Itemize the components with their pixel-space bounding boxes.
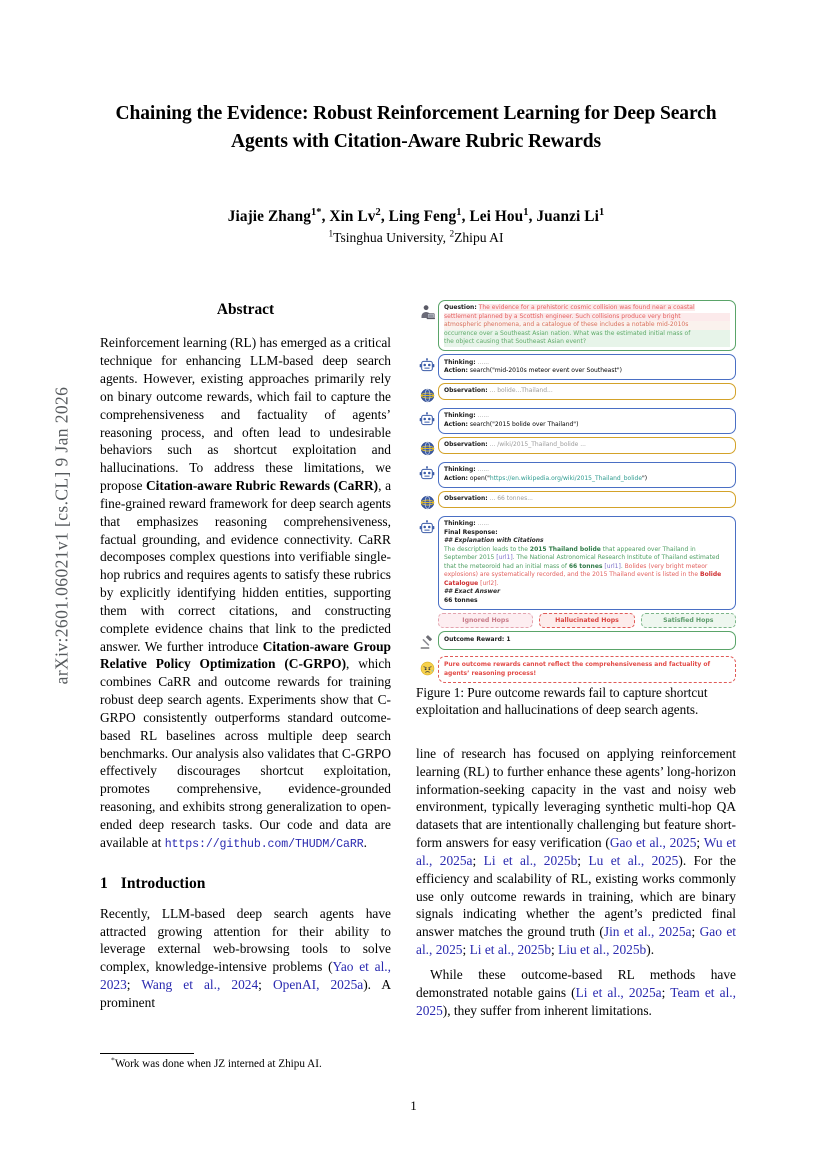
left-column (100, 300, 391, 1012)
thinking-action-bubble (438, 462, 736, 488)
action-suffix: ") (642, 474, 648, 482)
author-name: , Xin Lv (321, 207, 376, 225)
title-line-2: Agents with Citation-Aware Rubric Rewards (231, 131, 601, 153)
author-name: , Juanzi Li (528, 207, 599, 225)
affiliation-1: Tsinghua University, (333, 229, 450, 245)
citation-link[interactable]: Team et al., 2025 (416, 984, 736, 1018)
author-affil-mark: 1 (523, 206, 529, 218)
citation-link[interactable]: Yao et al., 2023 (100, 959, 391, 993)
question-text-line-2: settlement planned by a Scottish engineer. Such collisions produce very bright (444, 313, 730, 322)
citation-link[interactable]: Li et al., 2025a (575, 984, 662, 1000)
introduction-paragraph: Recently, LLM-based deep search agents have attracted growing attention for their ability to leverage external web-browsing tools to solve complex, knowledge-intensive problems (Yao et al., 2023; Wang et al., 2024; OpenAI, 2025a). A prominent (100, 905, 392, 1010)
abstract-paragraph: Reinforcement learning (RL) has emerged as a critical technique for enhancing LLM-based deep search agents. However, existing approaches primarily rely on binary outcome rewards, which fail to capture the comprehensiveness and factuality of agents’ reasoning process, and often lead to undesirable behaviors such as shortcut exploitation and hallucinations. To address these limitations, we propose Citation-aware Rubric Rewards (CaRR), a fine-grained reward framework for deep search agents that emphasizes reasoning comprehensiveness, factual grounding, and evidence connectivity. CaRR decomposes complex questions into verifiable single-hop rubrics and requires agents to satisfy these rubrics by explicitly identifying hidden entities, supporting them with correct citations, and constructing complete evidence chains that link to the predicted answer. We further introduce Citation-aware Group Relative Policy Optimization (C-GRPO), which combines CaRR and outcome rewards for training robust deep search agents. Experiments show that C-GRPO consistently outperforms standard outcome-based RL baselines across multiple deep search benchmarks. Our analysis also validates that C-GRPO effectively discourages shortcut exploitation, promotes comprehensive, evidence-grounded reasoning, and exhibits strong generalization to open-ended deep research tasks. Our code and data are available at https://github.com/THUDM/CaRR. (100, 335, 392, 851)
thinking-label: Thinking: (444, 466, 476, 474)
action-value: search("2015 bolide over Thailand") (467, 420, 579, 428)
author-affil-mark: 1* (310, 206, 322, 218)
title-block (96, 100, 736, 246)
outcome-reward-bubble: Outcome Reward: 1 (438, 631, 736, 650)
action-label: Action: (444, 420, 468, 428)
citation-url-1[interactable]: [url1] (496, 554, 513, 562)
citation-link[interactable]: Li et al., 2025b (483, 852, 578, 868)
observation-label: Observation: (444, 441, 488, 449)
action-label: Action: (444, 367, 468, 375)
title-line-1: Chaining the Evidence: Robust Reinforcement Learning for Deep Search (115, 103, 717, 124)
globe-icon (416, 437, 438, 459)
thinking-action-bubble (438, 408, 736, 434)
observation-bubble (438, 491, 736, 508)
footnote (100, 1053, 391, 1070)
figure-row-observation (416, 491, 736, 513)
abstract-term-carr: Citation-aware Rubric Rewards (CaRR) (145, 478, 379, 494)
question-bubble (438, 300, 736, 351)
author-affil-mark: 1 (456, 206, 462, 218)
page-title (96, 100, 736, 157)
citation-link[interactable]: Gao et al., 2025 (609, 835, 697, 851)
citation-link[interactable]: Wang et al., 2024 (141, 977, 259, 993)
robot-icon (416, 408, 438, 430)
code-repo-link[interactable]: https://github.com/THUDM/CaRR (164, 837, 364, 851)
citation-link[interactable]: Jin et al., 2025a (603, 924, 692, 940)
action-label: Action: (444, 474, 468, 482)
gavel-icon (416, 631, 438, 653)
section-heading-introduction: 1 Introduction (100, 875, 206, 893)
right-paragraph-1: line of research has focused on applying reinforcement learning (RL) to further enhance these agents’ long-horizon information-seeking capacity in the vast and noisy web environment, typically leveraging synthetic multi-hop QA datasets that are intentionally challenging but feature short-form answers for easy verification (Gao et al., 2025; Wu et al., 2025a; Li et al., 2025b; Lu et al., 2025). For the efficiency and scalability of RL, existing works commonly use only outcome rewards in training, which are binary signals indicating whether the agent’s predicted final answer matches the ground truth (Jin et al., 2025a; Gao et al., 2025; Li et al., 2025b; Liu et al., 2025b). (416, 746, 737, 958)
figure-caption: Figure 1: Pure outcome rewards fail to capture shortcut exploitation and hallucinations of deep search agents. (416, 685, 708, 718)
figure-row-observation (416, 437, 736, 459)
question-label: Question: (444, 304, 477, 312)
figure-row-outcome-reward (416, 631, 736, 653)
figure-row-turn (416, 354, 736, 380)
warning-line-2: agents’ reasoning process! (444, 669, 537, 677)
observation-value: ... 66 tonnes... (487, 494, 533, 502)
final-explanation-body: The description leads to the 2015 Thailand bolide that appeared over Thailand in September 2015 [url1]. The National Astronomical Research Institute of Thailand estimated that the meteoroid had an initial mass of 66 tonnes [url1]. Bolides (very bright meteor explosions) are systematically recorded, and the 2015 Thailand event is listed in the Bolide Catalogue [url2]. (444, 545, 722, 587)
citation-link[interactable]: Lu et al., 2025 (588, 852, 679, 868)
legend-hallucinated-hops: Hallucinated Hops (539, 613, 634, 628)
abstract-term-cgrpo: Citation-aware Group Relative Policy Optimization (C-GRPO) (100, 638, 391, 672)
affiliation-2: Zhipu AI (454, 229, 504, 245)
question-text-line-4: occurrence over a Southeast Asian nation. What was the estimated initial mass of (444, 330, 730, 339)
author-list (96, 208, 736, 226)
author-name: Jiajie Zhang (227, 207, 311, 225)
thinking-label: Thinking: (444, 519, 476, 527)
abstract-heading: Abstract (216, 301, 275, 318)
robot-icon (416, 462, 438, 484)
figure-row-turn (416, 408, 736, 434)
robot-icon (416, 354, 438, 376)
globe-icon (416, 491, 438, 513)
observation-value: ... /wiki/2015_Thailand_bolide ... (487, 441, 586, 449)
legend-satisfied-hops: Satisfied Hops (641, 613, 736, 628)
footnote-rule (100, 1053, 194, 1054)
observation-label: Observation: (444, 387, 488, 395)
citation-link[interactable]: Liu et al., 2025b (558, 942, 647, 958)
figure-1 (416, 300, 736, 686)
author-name: , Ling Feng (380, 207, 457, 225)
thinking-label: Thinking: (444, 412, 476, 420)
final-exact-answer: 66 tonnes (444, 596, 478, 604)
right-paragraph-2: While these outcome-based RL methods have demonstrated notable gains (Li et al., 2025a; Team et al., 2025), they suffer from inherent limitations. (416, 966, 736, 1018)
author-affil-mark: 1 (598, 206, 605, 218)
figure-row-observation (416, 383, 736, 405)
robot-icon (416, 516, 438, 538)
action-prefix: open(" (467, 474, 490, 482)
question-text-line-1: The evidence for a prehistoric cosmic collision was found near a coastal (478, 304, 695, 312)
question-text-line-3: atmospheric phenomena, and a catalogue of these includes a notable mid-2010s (444, 321, 730, 330)
citation-link[interactable]: OpenAI, 2025a (272, 977, 364, 993)
arxiv-stamp: arXiv:2601.06021v1 [cs.CL] 9 Jan 2026 (51, 386, 72, 685)
footnote-text: *Work was done when JZ interned at Zhipu AI. (111, 1055, 322, 1070)
citation-url-3[interactable]: [url2] (480, 579, 497, 587)
observation-bubble (438, 437, 736, 454)
thinking-value: ...... (475, 412, 490, 420)
thinking-label: Thinking: (444, 358, 476, 366)
action-url[interactable]: https://en.wikipedia.org/wiki/2015_Thailand_bolide (489, 474, 643, 482)
user-icon (416, 300, 438, 322)
thinking-value: ...... (475, 519, 490, 527)
author-name: , Lei Hou (461, 207, 524, 225)
thinking-value: ...... (475, 466, 490, 474)
author-affil-mark: 2 (375, 206, 381, 218)
figure-row-final-response (416, 516, 736, 610)
warning-bubble (438, 656, 736, 683)
citation-link[interactable]: Gao et al., 2025 (416, 924, 736, 958)
page-number: 1 (410, 1098, 417, 1113)
citation-link[interactable]: Wu et al., 2025a (416, 835, 737, 868)
globe-icon (416, 383, 438, 405)
figure-legend (438, 613, 736, 628)
final-heading-exact-answer: ## Exact Answer (444, 588, 501, 596)
action-value: search("mid-2010s meteor event over Southeast") (467, 367, 622, 375)
final-heading-explanation: ## Explanation with Citations (444, 537, 544, 545)
thinking-action-bubble (438, 354, 736, 380)
observation-bubble (438, 383, 736, 400)
final-response-bubble (438, 516, 736, 610)
observation-value: ... bolide...Thailand... (487, 387, 553, 395)
legend-ignored-hops: Ignored Hops (438, 613, 533, 628)
thinking-value: ...... (475, 358, 490, 366)
affiliation-list: $^1$Tsinghua University, $^2$Zhipu AI (328, 228, 504, 245)
figure-row-warning (416, 656, 736, 683)
worried-face-icon (416, 656, 438, 678)
question-text-line-5: the object causing that Southeast Asian event? (444, 338, 730, 347)
warning-line-1: Pure outcome rewards cannot reflect the comprehensiveness and factuality of (444, 661, 711, 669)
citation-url-2[interactable]: [url1] (604, 562, 621, 570)
citation-link[interactable]: Li et al., 2025b (469, 942, 552, 958)
figure-row-turn (416, 462, 736, 488)
right-column (416, 745, 736, 1019)
figure-row-question (416, 300, 736, 351)
final-response-label: Final Response: (444, 528, 498, 536)
observation-label: Observation: (444, 494, 488, 502)
